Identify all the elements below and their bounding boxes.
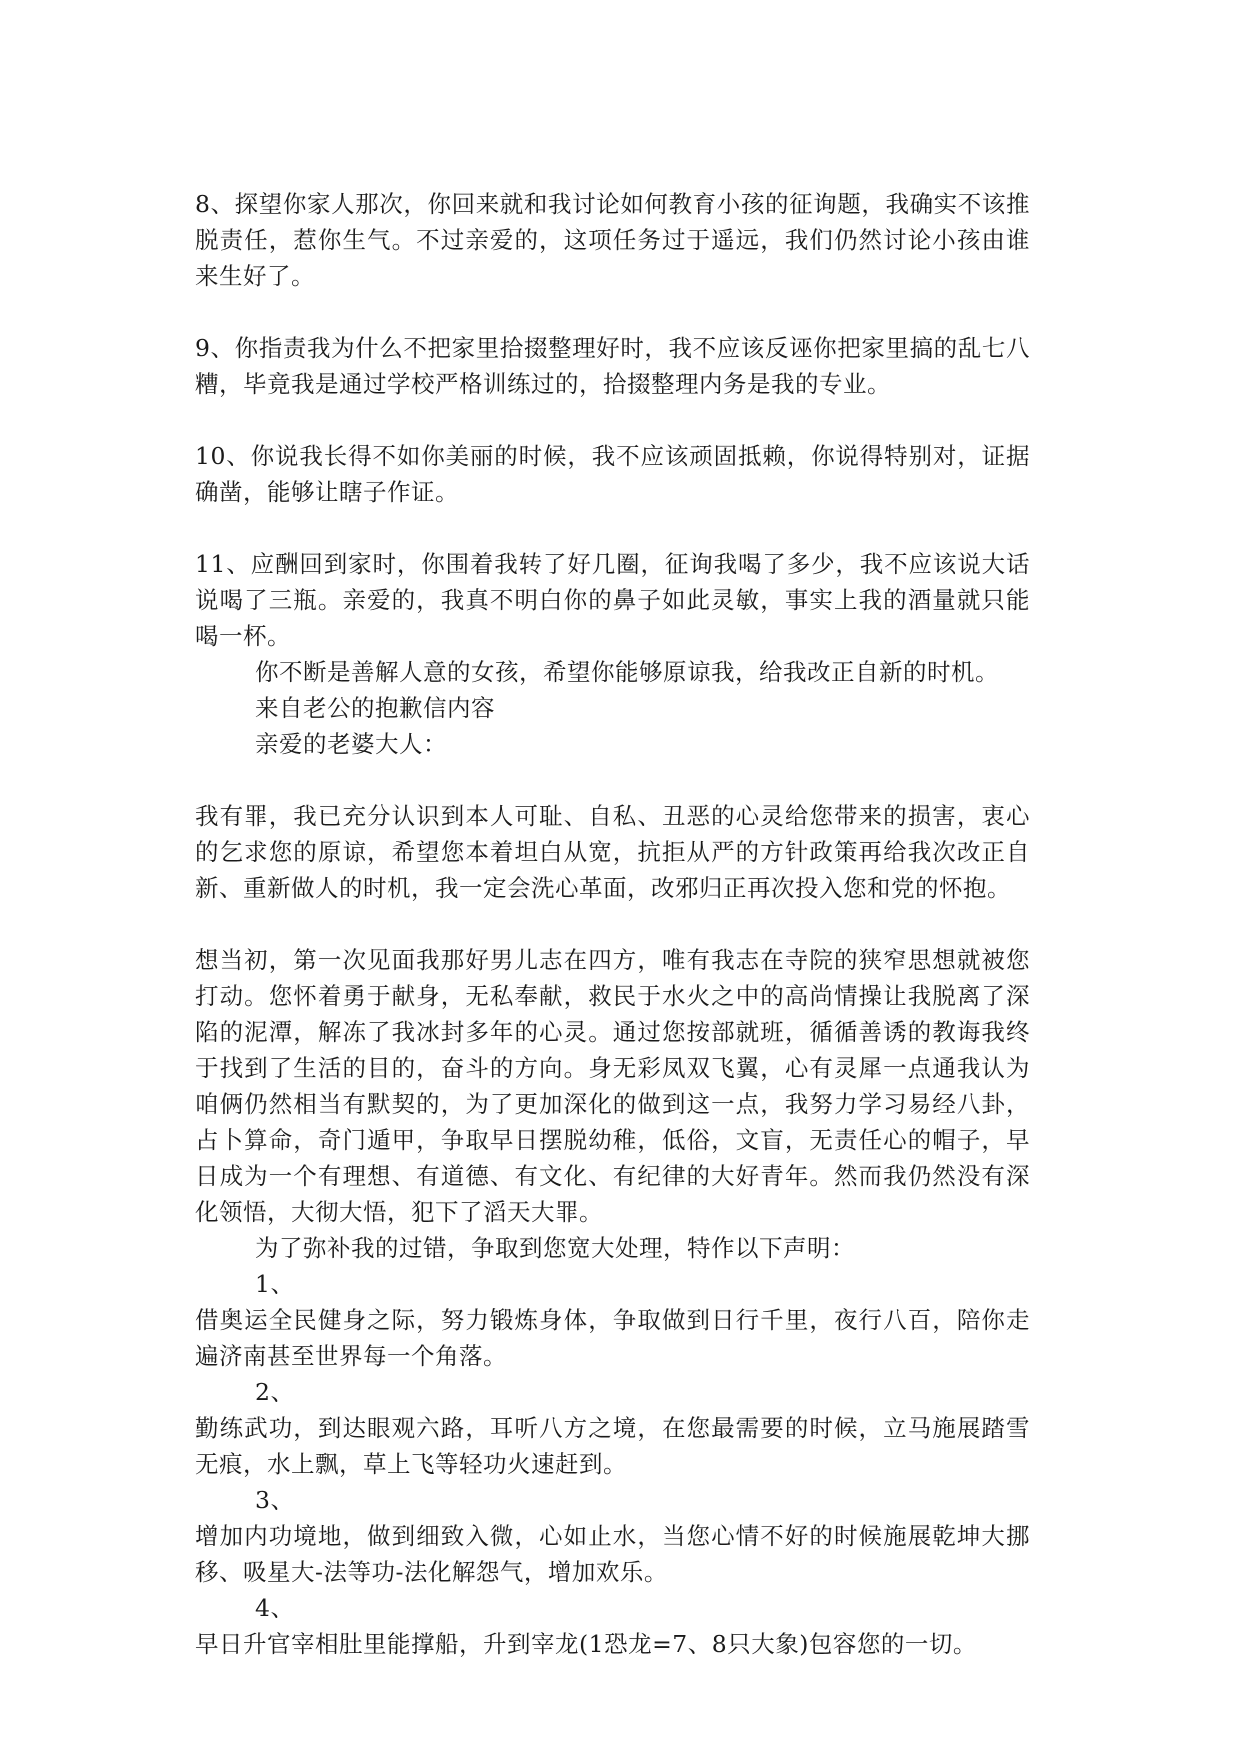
paragraph-item-10: 10、你说我长得不如你美丽的时候，我不应该顽固抵赖，你说得特别对，证据确凿，能够让瞎子作证。 [195,442,1030,506]
declaration-item-4: 早日升官宰相肚里能撑船，升到宰龙(1恐龙=7、8只大象)包容您的一切。 [195,1630,977,1658]
recollection-paragraph: 想当初，第一次见面我那好男儿志在四方，唯有我志在寺院的狭窄思想就被您打动。您怀着勇于献身，无私奉献，救民于水火之中的高尚情操让我脱离了深陷的泥潭，解冻了我冰封多年的心灵。通过您按部就班，循循善诱的教诲我终于找到了生活的目的，奋斗的方向。身无彩凤双飞翼，心有灵犀一点通我认为咱俩仍然相当有默契的，为了更加深化的做到这一点，我努力学习易经八卦，占卜算命，奇门遁甲，争取早日摆脱幼稚，低俗，文盲，无责任心的帽子，早日成为一个有理想、有道德、有文化、有纪律的大好青年。然而我仍然没有深化领悟，大彻大悟，犯下了滔天大罪。 [195,946,1030,1226]
declaration-number-4: 4、 [255,1594,295,1622]
declaration-number-2: 2、 [255,1378,295,1406]
declaration-number-3: 3、 [255,1486,295,1514]
declaration-item-3: 增加内功境地，做到细致入微，心如止水，当您心情不好的时候施展乾坤大挪移、吸星大-法等功-法化解怨气，增加欢乐。 [195,1522,1030,1586]
declaration-intro: 为了弥补我的过错，争取到您宽大处理，特作以下声明： [255,1234,855,1262]
document-page [195,186,1030,1662]
paragraph-item-9: 9、你指责我为什么不把家里拾掇整理好时，我不应该反诬你把家里搞的乱七八糟，毕竟我是通过学校严格训练过的，拾掇整理内务是我的专业。 [195,334,1030,398]
section-title: 来自老公的抱歉信内容 [255,694,495,722]
confession-paragraph: 我有罪，我已充分认识到本人可耻、自私、丑恶的心灵给您带来的损害，衷心的乞求您的原谅，希望您本着坦白从宽，抗拒从严的方针政策再给我次改正自新、重新做人的时机，我一定会洗心革面，改邪归正再次投入您和党的怀抱。 [195,802,1030,902]
declaration-item-2: 勤练武功，到达眼观六路，耳听八方之境，在您最需要的时候，立马施展踏雪无痕，水上飘，草上飞等轻功火速赶到。 [195,1414,1030,1478]
paragraph-item-8: 8、探望你家人那次，你回来就和我讨论如何教育小孩的征询题，我确实不该推脱责任，惹你生气。不过亲爱的，这项任务过于遥远，我们仍然讨论小孩由谁来生好了。 [195,190,1030,290]
apology-closing-line: 你不断是善解人意的女孩，希望你能够原谅我，给我改正自新的时机。 [255,658,999,686]
declaration-number-1: 1、 [255,1270,295,1298]
salutation: 亲爱的老婆大人： [255,730,447,758]
paragraph-item-11: 11、应酬回到家时，你围着我转了好几圈，征询我喝了多少，我不应该说大话说喝了三瓶。亲爱的，我真不明白你的鼻子如此灵敏，事实上我的酒量就只能喝一杯。 [195,550,1030,650]
declaration-item-1: 借奥运全民健身之际，努力锻炼身体，争取做到日行千里，夜行八百，陪你走遍济南甚至世界每一个角落。 [195,1306,1030,1370]
